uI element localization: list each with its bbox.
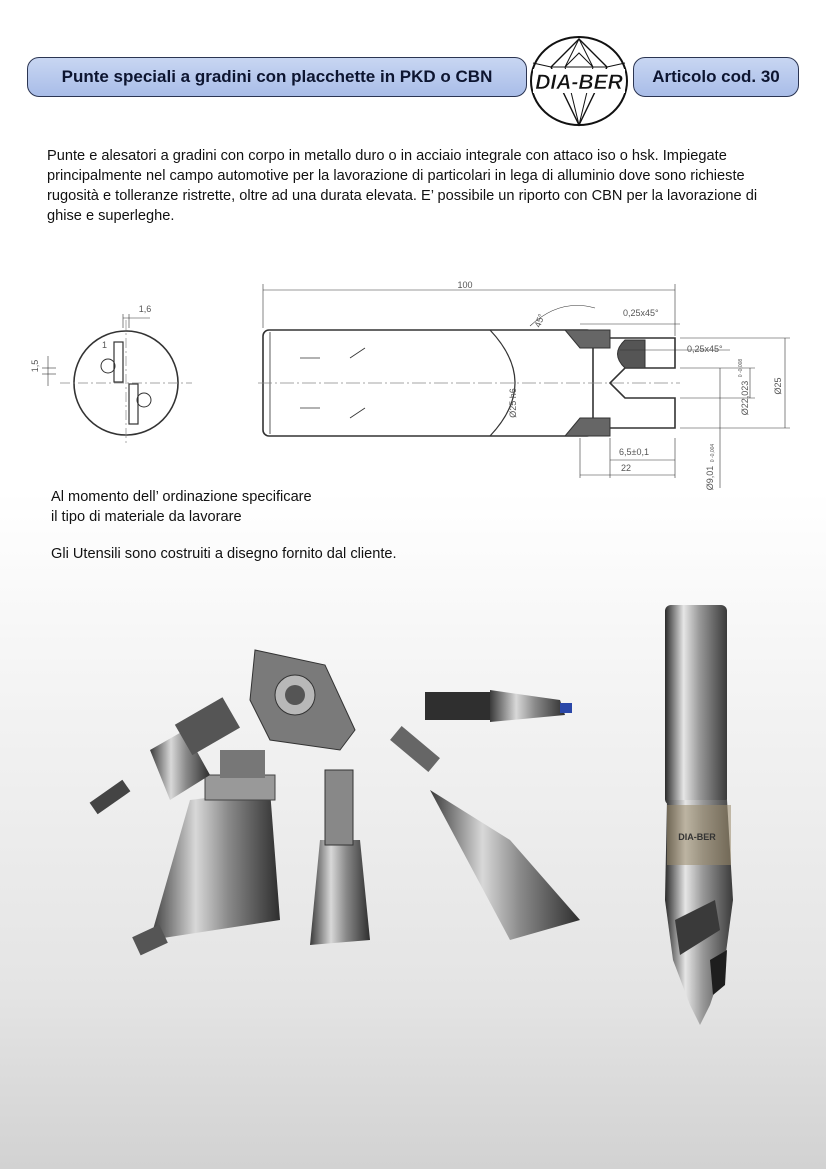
order-note-line-2: il tipo di materiale da lavorare bbox=[51, 509, 242, 525]
dim-front-inner: 1 bbox=[102, 340, 108, 350]
tool-holders-photo bbox=[70, 640, 600, 970]
dim-chamfer-1: 0,25x45° bbox=[623, 308, 659, 318]
dim-step-len: 6,5±0,1 bbox=[619, 447, 649, 457]
dim-total-len: 22 bbox=[620, 463, 632, 473]
stepped-drill-photo bbox=[655, 600, 740, 1030]
dim-step-dia: Ø22,023 bbox=[740, 380, 750, 416]
technical-drawing bbox=[20, 268, 810, 498]
article-code: Articolo cod. 30 bbox=[652, 67, 780, 86]
tool-holder-large bbox=[132, 750, 280, 955]
front-view bbox=[42, 314, 192, 446]
tool-holder-center bbox=[310, 770, 370, 945]
dim-front-width: 1,6 bbox=[138, 304, 152, 314]
article-code-banner bbox=[633, 57, 799, 97]
order-note-line-1: Al momento dell’ ordinazione specificare bbox=[51, 489, 312, 505]
dim-chamfer-2: 0,25x45° bbox=[687, 344, 723, 354]
tool-holder-right bbox=[390, 726, 580, 940]
dim-angle: 45° bbox=[532, 312, 547, 329]
dia-ber-logo bbox=[527, 33, 631, 129]
workpiece-part bbox=[250, 650, 355, 750]
tool-holder-top-right bbox=[425, 690, 572, 722]
dim-length: 100 bbox=[457, 280, 473, 290]
custom-note: Gli Utensili sono costruiti a disegno fornito dal cliente. bbox=[51, 546, 397, 562]
page-title: Punte speciali a gradini con placchette in PKD o CBN bbox=[61, 67, 493, 86]
logo-text: DIA-BER bbox=[535, 71, 623, 94]
order-note bbox=[51, 487, 391, 527]
drill-logo-text: DIA-BER bbox=[678, 832, 716, 842]
dim-front-height: 1,5 bbox=[30, 359, 40, 373]
dim-pilot-tol: 0 -0,004 bbox=[710, 443, 716, 463]
dim-step-tol: 0 -0,008 bbox=[738, 358, 744, 378]
dim-pilot-dia: Ø9,01 bbox=[705, 465, 715, 491]
title-banner bbox=[27, 57, 527, 97]
intro-paragraph: Punte e alesatori a gradini con corpo in metallo duro o in acciaio integrale con attaco iso o hsk. Impiegate principalmente nel campo automotive per la lavorazione di particolari in lega di alluminio dove sono richieste rugosità e tolleranze ristrette, oltre ad una durata elevata. E’ possibile un riporto con CBN per la lavorazione di ghise e superleghe. bbox=[47, 148, 758, 224]
dim-outer-dia: Ø25 bbox=[773, 377, 783, 395]
dim-shank-dia: Ø25 h6 bbox=[508, 388, 518, 418]
